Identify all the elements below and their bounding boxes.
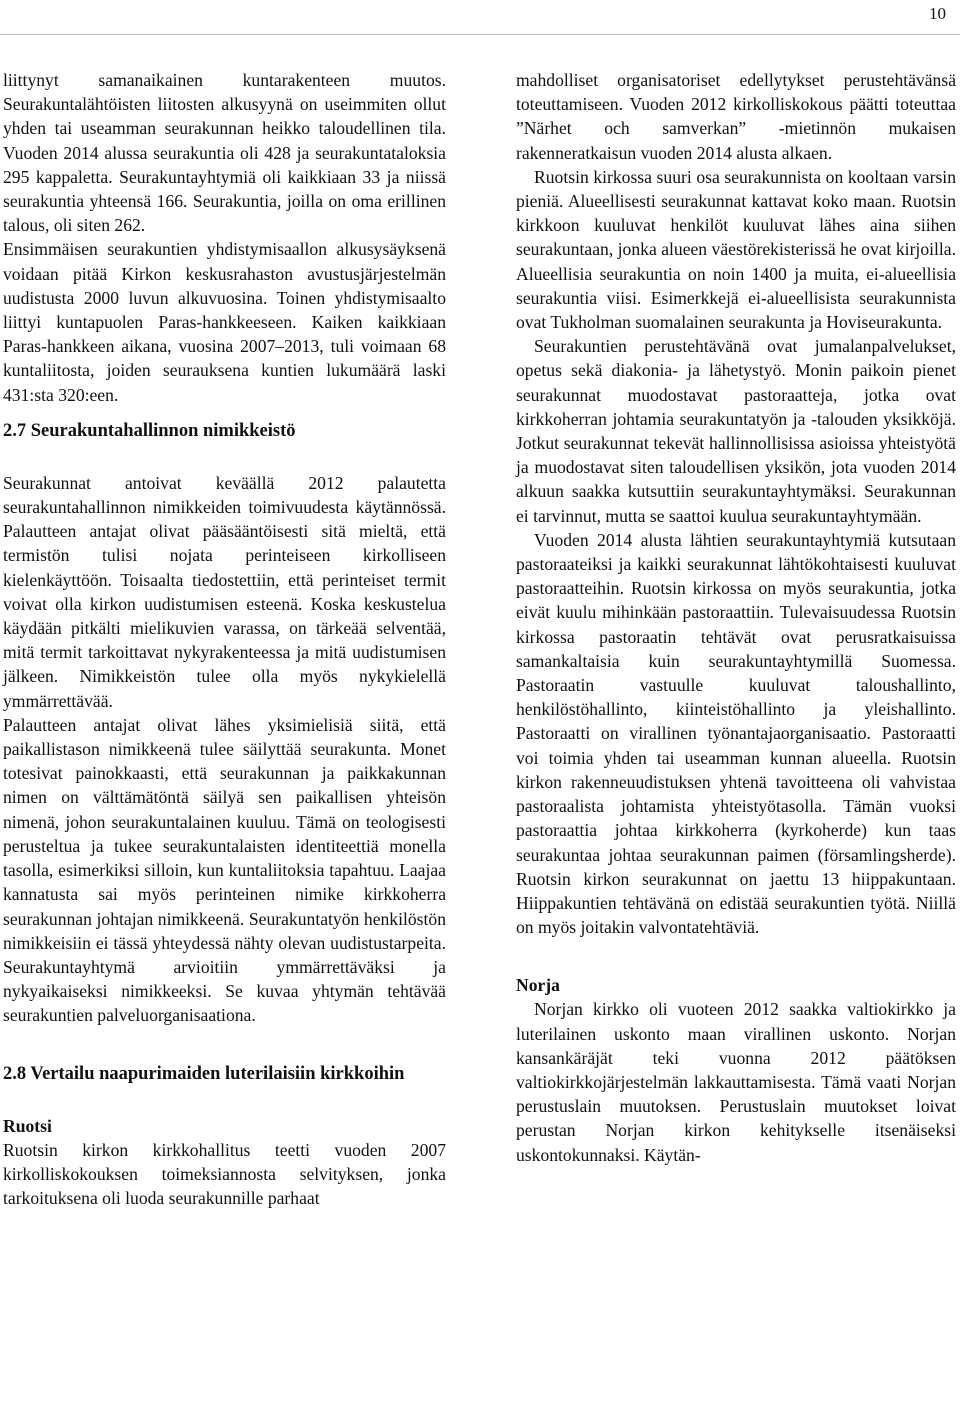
paragraph: Norjan kirkko oli vuoteen 2012 saakka valtiokirkko ja luterilainen uskonto maan virallinen uskonto. Norjan kansankäräjät teki vuonna 2012 päätöksen valtiokirkkojärjestelmän lakkauttamisesta. Tämä vaati Norjan perustuslain muutoksen. Perustuslain muutokset loivat perustan Norjan kirkon kehitykselle itsenäiseksi uskontokunnaksi. Käytän- (516, 999, 956, 1165)
subheading-norja: Norja (516, 975, 560, 996)
paragraph: liittynyt samanaikainen kuntarakenteen muutos. Seurakuntalähtöisten liitosten alkusyynä on useimmiten ollut yhden tai useamman seurakunnan heikko taloudellinen tila. Vuoden 2014 alussa seurakuntia oli 428 ja seurakuntataloksia 295 kappaletta. Seurakuntayhtymiä oli kaikkiaan 33 ja niissä seurakuntia yhteensä 166. Seurakuntia, joilla on oma erillinen talous, oli siten 262. (3, 70, 446, 236)
paragraph: Vuoden 2014 alusta lähtien seurakuntayhtymiä kutsutaan pastoraateiksi ja kaikki seurakunnat lähtökohtaisesti kuuluvat pastoraatteihin. Ruotsin kirkossa on myös seurakuntia, jotka eivät kuulu mihinkään pastoraattiin. Tulevaisuudessa Ruotsin kirkossa pastoraatin tehtävät ovat perusratkaisuissa samankaltaisia kuin seurakuntayhtymillä Suomessa. Pastoraatin vastuulle kuuluvat taloushallinto, henkilöstöhallinto, kiinteistöhallinto ja yleishallinto. Pastoraatti on virallinen työnantajaorganisaatio. Pastoraatti voi toimia yhden tai useamman kunnan alueella. Ruotsin kirkon rakenneuudistuksen yhtenä tavoitteena oli vahvistaa pastoraalista johtamista yhteistyötasolla. Tämän vuoksi pastoraattia johtaa kirkkoherra (kyrkoherde) kun taas seurakuntaa johtaa seurakunnan paimen (församlingsherde). Ruotsin kirkon seurakunnat on jaettu 13 hiippakuntaan. Hiippakuntien tehtävänä on edistää seurakuntien työtä. Niillä on myös joitakin valvontatehtäviä. (516, 529, 956, 938)
section-heading-2-7: 2.7 Seurakuntahallinnon nimikkeistö (3, 420, 296, 441)
paragraph: Palautteen antajat olivat lähes yksimielisiä siitä, että paikallistason nimikkeenä tulee säilyttää seurakunta. Monet totesivat painokkaasti, että seurakunnan ja paikkakunnan nimen on välttämätöntä säilyä sen paikallisen yhteisön nimenä, johon seurakuntalainen kuuluu. Tämä on teologisesti perusteltua ja tukee seurakuntalaisten identiteettiä monella tasolla, esimerkiksi silloin, kun kuntaliitoksia tapahtuu. Laajaa kannatusta sai myös perinteinen nimike kirkkoherra seurakunnan johtajan nimikkeenä. Seurakuntatyön henkilöstön nimikkeisiin ei tässä yhteydessä nähty olevan uudistustarpeita. Seurakuntayhtymä arvioitiin ymmärrettäväksi ja nykyaikaiseksi nimikkeeksi. Se kuvaa yhtymän tehtävää seurakuntien palveluorganisaationa. (3, 714, 446, 1026)
paragraph: Ruotsin kirkossa suuri osa seurakunnista on kooltaan varsin pieniä. Alueellisesti seurakunnat kattavat koko maan. Ruotsin kirkkoon kuuluvat henkilöt kuuluvat lähes aina siihen seurakuntaan, jonka alueen väestörekisterissä he ovat kirjoilla. Alueellisia seurakuntia on noin 1400 ja muita, ei-alueellisia seurakuntia viisi. Esimerkkejä ei-alueellisista seurakunnista ovat Tukholman suomalainen seurakunta ja Hoviseurakunta. (516, 166, 956, 333)
paragraph: mahdolliset organisatoriset edellytykset perustehtävänsä toteuttamiseen. Vuoden 2012 kirkolliskokous päätti toteuttaa ”Närhet och samverkan” -mietinnön mukaisen rakenneratkaisun vuoden 2014 alusta alkaen. (516, 70, 956, 163)
paragraph: Ensimmäisen seurakuntien yhdistymisaallon alkusysäyksenä voidaan pitää Kirkon keskusrahaston avustusjärjestelmän uudistusta 2000 luvun alkuvuosina. Toinen yhdistymisaalto liittyi kuntapuolen Paras-hankkeeseen. Kaiken kaikkiaan Paras-hankkeen aikana, vuosina 2007–2013, tuli voimaan 68 kuntaliitosta, joiden seurauksena kuntien lukumäärä laski 431:sta 320:een. (3, 239, 446, 405)
section-heading-2-8: 2.8 Vertailu naapurimaiden luterilaisiin kirkkoihin (3, 1063, 405, 1084)
page-number: 10 (929, 4, 946, 23)
left-column (3, 68, 446, 1210)
paragraph: Seurakunnat antoivat keväällä 2012 palautetta seurakuntahallinnon nimikkeiden toimivuudesta käytännössä. Palautteen antajat olivat pääsääntöisesti sitä mieltä, että termistön tulisi nojata perinteiseen kirkolliseen kielenkäyttöön. Toisaalta tiedostettiin, että perinteiset termit voivat olla kirkon uudistumisen esteenä. Koska keskustelua käydään pitkälti mielikuvien varassa, on tärkeää selventää, mitä termit tarkoittavat nykyrakenteessa ja mitä uudistumisen jälkeen. Nimikkeistön tulee olla myös nykykielellä ymmärrettävää. (3, 472, 446, 711)
paragraph: Ruotsin kirkon kirkkohallitus teetti vuoden 2007 kirkolliskokouksen toimeksiannosta selvityksen, jonka tarkoituksena oli luoda seurakunnille parhaat (3, 1139, 446, 1208)
paragraph: Seurakuntien perustehtävänä ovat jumalanpalvelukset, opetus sekä diakonia- ja lähetystyö. Monin paikoin pienet seurakunnat muodostavat pastoraatteja, jotka ovat kirkkoherran johtamia seurakuntatyön ja -talouden yksikköjä. Jotkut seurakunnat tekevät hallinnollisissa asioissa yhteistyötä ja muodostavat siten taloudellisen yksikön, jota vuoden 2014 alkuun saakka kutsuttiin seurakuntayhtymäksi. Seurakunnan ei tarvinnut, mutta se saattoi kuulua seurakuntayhtymään. (516, 336, 956, 526)
header-rule (0, 34, 960, 35)
right-column (516, 68, 956, 1167)
subheading-ruotsi: Ruotsi (3, 1115, 52, 1136)
